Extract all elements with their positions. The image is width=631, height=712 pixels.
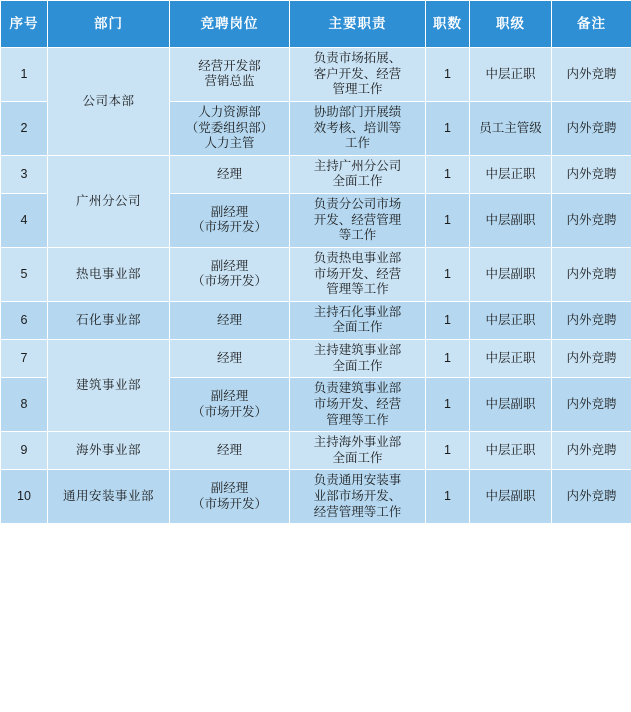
cell-position-line: （市场开发） [191, 274, 267, 289]
cell-position [170, 470, 290, 524]
cell-position-line: 经理 [216, 312, 242, 327]
cell-rank: 中层副职 [470, 470, 552, 524]
cell-seq: 8 [1, 378, 48, 432]
cell-duties [290, 194, 426, 248]
cell-duties [290, 101, 426, 155]
cell-seq: 1 [1, 48, 48, 102]
cell-headcount: 1 [426, 101, 470, 155]
cell-remark: 内外竞聘 [552, 432, 631, 470]
cell-seq: 9 [1, 432, 48, 470]
cell-duties-line: 全面工作 [332, 450, 383, 465]
cell-position [170, 378, 290, 432]
cell-duties-line: 负责通用安装事 [313, 473, 402, 488]
cell-department: 公司本部 [48, 48, 170, 156]
cell-seq: 7 [1, 340, 48, 378]
column-header-num: 职数 [426, 1, 470, 48]
cell-headcount: 1 [426, 48, 470, 102]
cell-seq: 2 [1, 101, 48, 155]
table-body [1, 48, 631, 524]
cell-duties-line: 管理工作 [332, 82, 383, 97]
cell-position-line: 人力主管 [204, 136, 255, 151]
cell-seq: 4 [1, 194, 48, 248]
cell-remark: 内外竞聘 [552, 155, 631, 193]
cell-position-line: 营销总监 [204, 74, 255, 89]
cell-headcount: 1 [426, 247, 470, 301]
cell-duties [290, 378, 426, 432]
table-row [1, 340, 631, 378]
cell-rank: 中层正职 [470, 432, 552, 470]
cell-position-line: 经理 [216, 442, 242, 457]
cell-remark: 内外竞聘 [552, 48, 631, 102]
column-header-note: 备注 [552, 1, 631, 48]
cell-duties [290, 247, 426, 301]
cell-remark: 内外竞聘 [552, 340, 631, 378]
cell-seq: 10 [1, 470, 48, 524]
cell-duties [290, 432, 426, 470]
cell-position [170, 194, 290, 248]
cell-headcount: 1 [426, 378, 470, 432]
cell-position [170, 101, 290, 155]
cell-department: 热电事业部 [48, 247, 170, 301]
table-row [1, 155, 631, 193]
cell-headcount: 1 [426, 432, 470, 470]
column-header-duty: 主要职责 [290, 1, 426, 48]
cell-duties-line: 开发、经营管理 [313, 212, 402, 227]
cell-headcount: 1 [426, 155, 470, 193]
cell-rank: 中层正职 [470, 155, 552, 193]
cell-position-line: （市场开发） [191, 496, 267, 511]
cell-position-line: 人力资源部 [198, 104, 261, 119]
cell-duties [290, 155, 426, 193]
cell-duties-line: 负责分公司市场 [313, 197, 402, 211]
cell-position-line: 经理 [216, 350, 242, 365]
cell-duties-line: 协助部门开展绩 [313, 104, 402, 119]
cell-department: 石化事业部 [48, 301, 170, 339]
cell-headcount: 1 [426, 194, 470, 248]
table-row [1, 470, 631, 524]
cell-position [170, 48, 290, 102]
cell-duties [290, 48, 426, 102]
cell-rank: 员工主管级 [470, 101, 552, 155]
cell-duties [290, 301, 426, 339]
cell-duties-line: 全面工作 [332, 320, 383, 335]
cell-duties-line: 等工作 [338, 228, 377, 243]
cell-duties-line: 市场开发、经营 [313, 396, 402, 411]
cell-remark: 内外竞聘 [552, 101, 631, 155]
cell-duties [290, 470, 426, 524]
cell-rank: 中层正职 [470, 301, 552, 339]
cell-duties-line: 负责热电事业部 [313, 250, 402, 265]
cell-position-line: 副经理 [210, 204, 249, 219]
cell-rank: 中层正职 [470, 340, 552, 378]
table-row [1, 247, 631, 301]
cell-duties-line: 全面工作 [332, 174, 383, 189]
cell-duties-line: 管理等工作 [326, 282, 389, 297]
cell-duties-line: 工作 [344, 136, 370, 151]
cell-duties-line: 主持石化事业部 [313, 304, 402, 319]
cell-position-line: （党委组织部） [185, 120, 274, 135]
cell-duties-line: 业部市场开发、 [313, 489, 402, 503]
cell-position-line: 经营开发部 [198, 58, 261, 73]
cell-department: 建筑事业部 [48, 340, 170, 432]
cell-headcount: 1 [426, 340, 470, 378]
cell-rank: 中层正职 [470, 48, 552, 102]
cell-position [170, 247, 290, 301]
cell-duties-line: 市场开发、经营 [313, 266, 402, 281]
cell-rank: 中层副职 [470, 378, 552, 432]
cell-rank: 中层副职 [470, 194, 552, 248]
cell-position [170, 301, 290, 339]
column-header-seq: 序号 [1, 1, 48, 48]
cell-rank: 中层副职 [470, 247, 552, 301]
cell-seq: 6 [1, 301, 48, 339]
column-header-post: 竞聘岗位 [170, 1, 290, 48]
table-row [1, 432, 631, 470]
cell-remark: 内外竞聘 [552, 247, 631, 301]
cell-duties-line: 管理等工作 [326, 412, 389, 427]
cell-position-line: 经理 [216, 166, 242, 181]
cell-position-line: 副经理 [210, 258, 249, 273]
cell-remark: 内外竞聘 [552, 470, 631, 524]
cell-position-line: 副经理 [210, 389, 249, 404]
cell-position [170, 432, 290, 470]
cell-department: 海外事业部 [48, 432, 170, 470]
cell-duties-line: 全面工作 [332, 358, 383, 373]
cell-remark: 内外竞聘 [552, 194, 631, 248]
cell-duties-line: 负责建筑事业部 [313, 381, 402, 396]
table-row [1, 48, 631, 102]
cell-seq: 5 [1, 247, 48, 301]
column-header-level: 职级 [470, 1, 552, 48]
cell-headcount: 1 [426, 301, 470, 339]
cell-duties-line: 客户开发、经营 [313, 66, 402, 81]
cell-duties [290, 340, 426, 378]
cell-seq: 3 [1, 155, 48, 193]
cell-position-line: （市场开发） [191, 220, 267, 235]
cell-headcount: 1 [426, 470, 470, 524]
cell-department: 通用安装事业部 [48, 470, 170, 524]
cell-position [170, 155, 290, 193]
cell-duties-line: 主持建筑事业部 [313, 343, 402, 357]
table-row [1, 301, 631, 339]
cell-duties-line: 经营管理等工作 [313, 504, 402, 519]
cell-position-line: （市场开发） [191, 404, 267, 419]
cell-remark: 内外竞聘 [552, 378, 631, 432]
cell-duties-line: 主持广州分公司 [313, 158, 402, 173]
cell-duties-line: 效考核、培训等 [313, 120, 402, 135]
cell-duties-line: 主持海外事业部 [313, 435, 402, 450]
cell-position [170, 340, 290, 378]
cell-duties-line: 负责市场拓展、 [313, 51, 402, 65]
column-header-dept: 部门 [48, 1, 170, 48]
cell-position-line: 副经理 [210, 481, 249, 496]
table-header [1, 1, 631, 48]
table-header-row [1, 1, 631, 48]
cell-remark: 内外竞聘 [552, 301, 631, 339]
cell-department: 广州分公司 [48, 155, 170, 247]
